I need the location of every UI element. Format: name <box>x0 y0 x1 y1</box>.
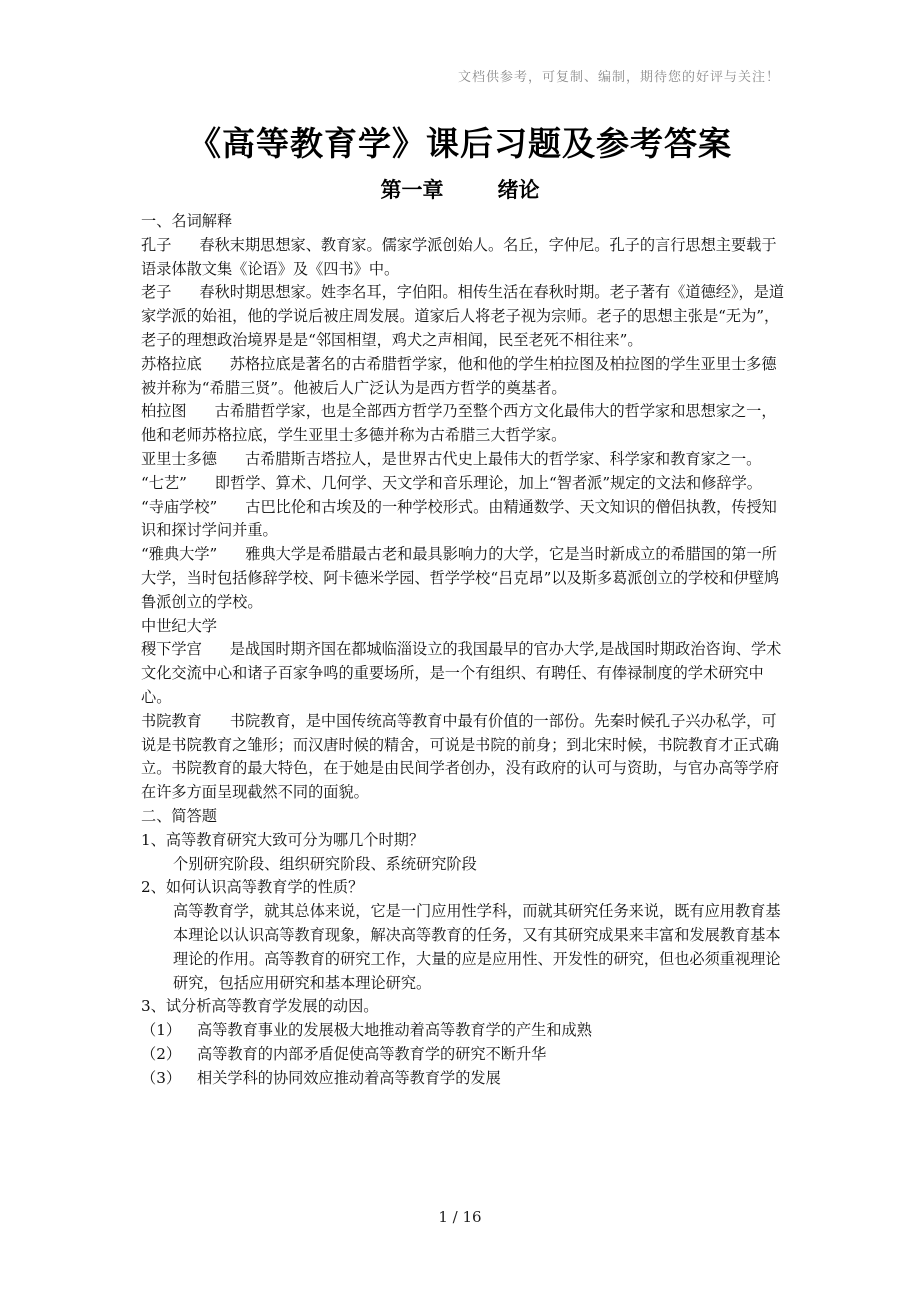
list-number: （2） <box>141 1044 182 1063</box>
term-label: 老子 <box>141 283 172 302</box>
question-text: 3、试分析高等教育学发展的动因。 <box>141 997 379 1016</box>
list-item <box>141 1019 786 1043</box>
term-entry <box>141 543 786 614</box>
list-text: 高等教育事业的发展极大地推动着高等教育学的产生和成熟 <box>197 1021 592 1040</box>
document-body <box>141 210 786 1090</box>
term-definition: 即哲学、算术、几何学、天文学和音乐理论，加上“智者派”规定的文法和修辞学。 <box>214 473 762 492</box>
term-entry <box>141 472 786 496</box>
term-definition: 春秋末期思想家、教育家。儒家学派创始人。名丘，字仲尼。孔子的言行思想主要载于语录体散文集《论语》及《四书》中。 <box>141 235 777 278</box>
section-heading: 二、简答题 <box>141 806 217 825</box>
chapter-heading <box>0 174 920 204</box>
term-entry <box>141 615 786 639</box>
term-label: “七艺” <box>141 473 187 492</box>
chapter-name: 绪论 <box>497 178 540 202</box>
list-text: 相关学科的协同效应推动着高等教育学的发展 <box>197 1068 501 1087</box>
term-label: 孔子 <box>141 235 172 254</box>
term-definition: 雅典大学是希腊最古老和最具影响力的大学，它是当时新成立的希腊国的第一所大学，当时包括修辞学校、阿卡德米学园、哲学学校“吕克昂”以及斯多葛派创立的学校和伊壁鸠鲁派创立的学校。 <box>141 545 780 611</box>
question-text: 2、如何认识高等教育学的性质？ <box>141 878 364 897</box>
term-label: “雅典大学” <box>141 545 218 564</box>
term-entry <box>141 638 786 709</box>
answer-text: 高等教育学，就其总体来说，它是一门应用性学科，而就其研究任务来说，既有应用教育基本理论以认识高等教育现象，解决高等教育的任务，又有其研究成果来丰富和发展教育基本理论的作用。高等教育的研究工作，大量的应是应用性、开发性的研究，但也必须重视理论研究，包括应用研究和基本理论研究。 <box>173 902 781 992</box>
list-text: 高等教育的内部矛盾促使高等教育学的研究不断升华 <box>197 1044 547 1063</box>
answer-text: 个别研究阶段、组织研究阶段、系统研究阶段 <box>173 854 477 873</box>
term-definition: 书院教育，是中国传统高等教育中最有价值的一部份。先秦时候孔子兴办私学，可说是书院教育之雏形；而汉唐时候的精舍，可说是书院的前身；到北宋时候，书院教育才正式确立。书院教育的最大特色，在于她是由民间学者创办，没有政府的认可与资助，与官办高等学府在许多方面呈现截然不同的面貌。 <box>141 711 779 802</box>
list-item <box>141 1043 786 1067</box>
term-entry <box>141 400 786 448</box>
list-number: （1） <box>141 1021 182 1040</box>
list-item <box>141 1067 786 1091</box>
page-number: 1 / 16 <box>438 1208 482 1226</box>
term-entry <box>141 448 786 472</box>
list-number: （3） <box>141 1068 182 1087</box>
term-definition: 是战国时期齐国在都城临淄设立的我国最早的官办大学,是战国时期政治咨询、学术文化交流中心和诸子百家争鸣的重要场所，是一个有组织、有聘任、有俸禄制度的学术研究中心。 <box>141 640 782 706</box>
term-entry <box>141 496 786 544</box>
term-label: 稷下学宫 <box>141 640 202 659</box>
watermark-text: 文档供参考，可复制、编制，期待您的好评与关注！ <box>457 70 780 85</box>
term-entry <box>141 710 786 805</box>
term-definition: 春秋时期思想家。姓李名耳，字伯阳。相传生活在春秋时期。老子著有《道德经》，是道家学派的始祖，他的学说后被庄周发展。道家后人将老子视为宗师。老子的思想主张是“无为”，老子的理想政治境界是是“邻国相望，鸡犬之声相闻，民至老死不相往来”。 <box>141 283 785 349</box>
term-label: 柏拉图 <box>141 402 187 421</box>
term-definition: 苏格拉底是著名的古希腊哲学家，他和他的学生柏拉图及柏拉图的学生亚里士多德被并称为“希腊三贤”。他被后人广泛认为是西方哲学的奠基者。 <box>141 354 777 397</box>
term-entry <box>141 353 786 401</box>
term-definition: 古巴比伦和古埃及的一种学校形式。由精通数学、天文知识的僧侣执教，传授知识和探讨学问并重。 <box>141 497 777 540</box>
chapter-number: 第一章 <box>380 178 444 202</box>
section-heading: 一、名词解释 <box>141 212 233 230</box>
term-label: 苏格拉底 <box>141 354 202 373</box>
document-title: 《高等教育学》课后习题及参考答案 <box>188 124 732 163</box>
term-entry <box>141 234 786 282</box>
term-label: “寺庙学校” <box>141 497 218 516</box>
term-label: 亚里士多德 <box>141 449 217 468</box>
question-text: 1、高等教育研究大致可分为哪几个时期？ <box>141 830 425 849</box>
term-entry <box>141 281 786 352</box>
term-label: 书院教育 <box>141 711 202 730</box>
term-label: 中世纪大学 <box>141 616 217 635</box>
term-definition: 古希腊斯吉塔拉人，是世界古代史上最伟大的哲学家、科学家和教育家之一。 <box>244 449 762 468</box>
term-definition: 古希腊哲学家，也是全部西方哲学乃至整个西方文化最伟大的哲学家和思想家之一，他和老师苏格拉底，学生亚里士多德并称为古希腊三大哲学家。 <box>141 402 777 445</box>
